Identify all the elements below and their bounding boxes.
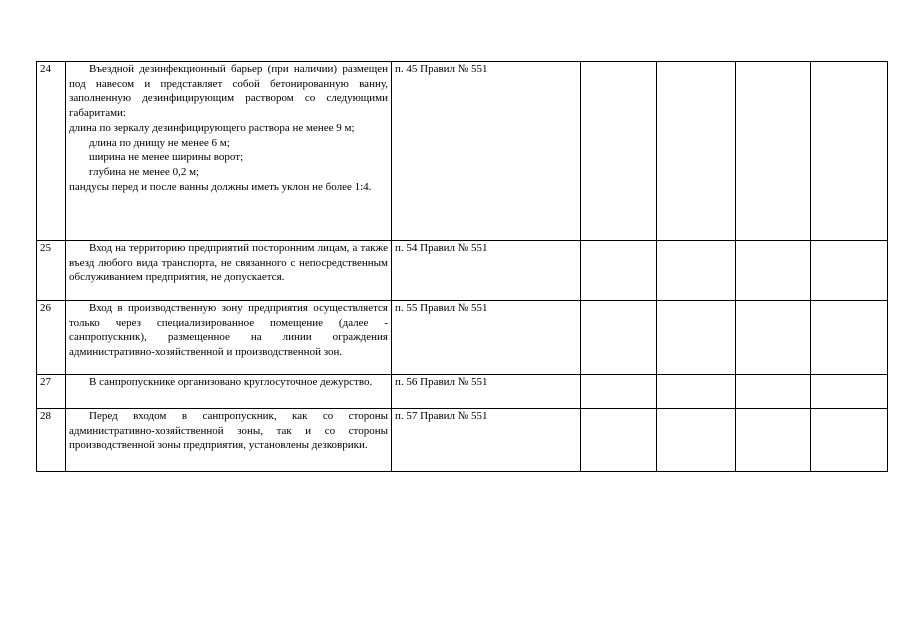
- reference-cell: п. 57 Правил № 551: [392, 409, 581, 472]
- table-row: [37, 62, 888, 241]
- reference-cell: п. 45 Правил № 551: [392, 62, 581, 241]
- row-number: 25: [37, 241, 66, 301]
- empty-cell: [811, 375, 888, 409]
- requirement-subitem: длина по днищу не менее 6 м;: [89, 136, 230, 149]
- requirement-cell: [66, 375, 392, 409]
- empty-cell: [581, 62, 657, 241]
- empty-cell: [581, 241, 657, 301]
- empty-cell: [736, 301, 811, 375]
- requirement-text: Перед входом в санпропускник, как со стороны административно-хозяйственной зоны, так и со стороны производственной зоны предприятия, установлены дезковрики.: [69, 410, 388, 452]
- requirement-subitem: глубина не менее 0,2 м;: [89, 165, 200, 178]
- reference-cell: п. 54 Правил № 551: [392, 241, 581, 301]
- requirement-cell: [66, 241, 392, 301]
- empty-cell: [811, 62, 888, 241]
- table-row: [37, 409, 888, 472]
- reference-cell: п. 56 Правил № 551: [392, 375, 581, 409]
- requirement-cell: [66, 301, 392, 375]
- empty-cell: [581, 301, 657, 375]
- requirement-text: Въездной дезинфекционный барьер (при наличии) размещен под навесом и представляет собой бетонированную ванну, заполненную дезинфицирующим раствором со следующими габаритами:: [69, 63, 388, 120]
- empty-cell: [811, 301, 888, 375]
- empty-cell: [657, 375, 736, 409]
- row-number: 28: [37, 409, 66, 472]
- requirement-cell: [66, 62, 392, 241]
- requirement-subitem: ширина не менее ширины ворот;: [89, 151, 244, 164]
- empty-cell: [657, 62, 736, 241]
- empty-cell: [657, 241, 736, 301]
- empty-cell: [811, 409, 888, 472]
- requirement-text: В санпропускнике организовано круглосуточное дежурство.: [89, 376, 373, 388]
- empty-cell: [581, 409, 657, 472]
- empty-cell: [581, 375, 657, 409]
- empty-cell: [657, 409, 736, 472]
- empty-cell: [736, 241, 811, 301]
- table-row: [37, 241, 888, 301]
- requirement-subitem: длина по зеркалу дезинфицирующего раствора не менее 9 м;: [69, 121, 355, 134]
- row-number: 27: [37, 375, 66, 409]
- empty-cell: [811, 241, 888, 301]
- requirement-text: Вход на территорию предприятий посторонним лицам, а также въезд любого вида транспорта, не связанного с непосредственным обслуживанием предприятия, не допускается.: [69, 242, 388, 284]
- empty-cell: [736, 62, 811, 241]
- empty-cell: [657, 301, 736, 375]
- empty-cell: [736, 409, 811, 472]
- empty-cell: [736, 375, 811, 409]
- row-number: 24: [37, 62, 66, 241]
- checklist-table: [36, 61, 888, 472]
- table-row: [37, 375, 888, 409]
- requirement-subitem: пандусы перед и после ванны должны иметь уклон не более 1:4.: [69, 180, 372, 193]
- table-row: [37, 301, 888, 375]
- requirement-text: Вход в производственную зону предприятия осуществляется только через специализированное помещение (далее - санпропускник), размещенное на линии ограждения административно-хозяйственной и производственной зон.: [69, 302, 388, 359]
- reference-cell: п. 55 Правил № 551: [392, 301, 581, 375]
- requirement-cell: [66, 409, 392, 472]
- row-number: 26: [37, 301, 66, 375]
